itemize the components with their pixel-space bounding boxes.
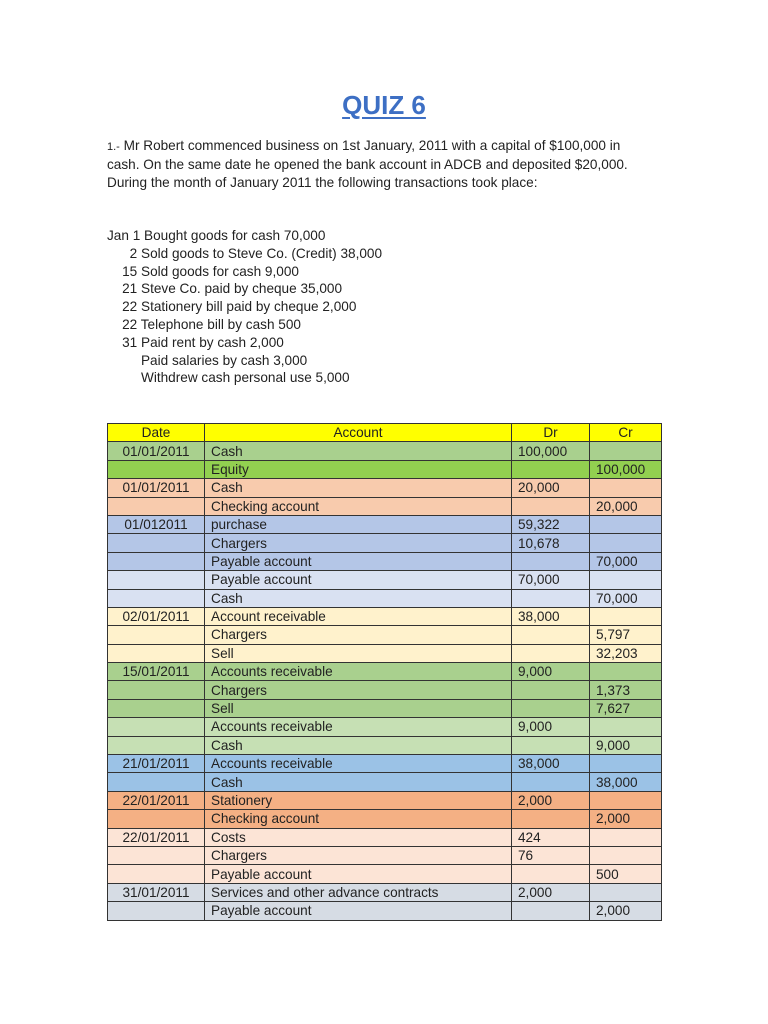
account-cell: Cash <box>205 589 512 607</box>
credit-cell <box>590 755 662 773</box>
credit-cell: 500 <box>590 865 662 883</box>
debit-cell: 424 <box>512 828 590 846</box>
date-cell: 01/01/2011 <box>108 479 205 497</box>
credit-cell: 2,000 <box>590 810 662 828</box>
account-cell: Payable account <box>205 552 512 570</box>
account-cell: Chargers <box>205 846 512 864</box>
debit-cell <box>512 626 590 644</box>
table-row <box>108 883 662 901</box>
debit-cell <box>512 810 590 828</box>
date-cell <box>108 644 205 662</box>
account-cell: Chargers <box>205 626 512 644</box>
date-cell: 01/012011 <box>108 515 205 533</box>
table-row <box>108 736 662 754</box>
question-number: 1.- <box>107 141 120 153</box>
account-cell: Equity <box>205 460 512 478</box>
date-cell <box>108 460 205 478</box>
credit-cell: 38,000 <box>590 773 662 791</box>
table-row <box>108 534 662 552</box>
credit-cell <box>590 791 662 809</box>
table-row <box>108 515 662 533</box>
table-row <box>108 755 662 773</box>
account-cell: Checking account <box>205 810 512 828</box>
table-row <box>108 589 662 607</box>
debit-cell <box>512 644 590 662</box>
problem-text: Mr Robert commenced business on 1st January, 2011 with a capital of $100,000 in cash. On the same date he opened the bank account in ADCB and deposited $20,000. During the month of January 2011 the following transactions took place: <box>107 138 628 190</box>
account-cell: Cash <box>205 773 512 791</box>
credit-cell: 32,203 <box>590 644 662 662</box>
date-cell <box>108 534 205 552</box>
table-row <box>108 810 662 828</box>
account-cell: Payable account <box>205 902 512 920</box>
table-row <box>108 644 662 662</box>
header-dr: Dr <box>512 424 590 442</box>
transaction-line: 31 Paid rent by cash 2,000 <box>107 334 284 350</box>
transaction-line: Jan 1 Bought goods for cash 70,000 <box>107 228 326 243</box>
debit-cell <box>512 589 590 607</box>
credit-cell <box>590 718 662 736</box>
credit-cell: 1,373 <box>590 681 662 699</box>
date-cell <box>108 626 205 644</box>
table-row <box>108 442 662 460</box>
debit-cell <box>512 902 590 920</box>
table-row <box>108 571 662 589</box>
table-row <box>108 846 662 864</box>
transaction-list <box>107 227 382 387</box>
date-cell: 31/01/2011 <box>108 883 205 901</box>
credit-cell: 7,627 <box>590 699 662 717</box>
date-cell <box>108 846 205 864</box>
credit-cell <box>590 607 662 625</box>
credit-cell <box>590 515 662 533</box>
debit-cell <box>512 699 590 717</box>
credit-cell: 9,000 <box>590 736 662 754</box>
debit-cell <box>512 736 590 754</box>
credit-cell <box>590 442 662 460</box>
debit-cell: 20,000 <box>512 479 590 497</box>
transaction-line: Withdrew cash personal use 5,000 <box>107 370 350 386</box>
credit-cell: 70,000 <box>590 589 662 607</box>
debit-cell <box>512 865 590 883</box>
date-cell <box>108 699 205 717</box>
table-row <box>108 497 662 515</box>
table-header-row <box>108 424 662 442</box>
credit-cell <box>590 846 662 864</box>
account-cell: Costs <box>205 828 512 846</box>
credit-cell: 100,000 <box>590 460 662 478</box>
credit-cell <box>590 571 662 589</box>
credit-cell <box>590 883 662 901</box>
credit-cell <box>590 663 662 681</box>
account-cell: purchase <box>205 515 512 533</box>
credit-cell: 70,000 <box>590 552 662 570</box>
transaction-line: 21 Steve Co. paid by cheque 35,000 <box>107 281 343 297</box>
account-cell: Account receivable <box>205 607 512 625</box>
date-cell <box>108 681 205 699</box>
debit-cell <box>512 552 590 570</box>
debit-cell: 59,322 <box>512 515 590 533</box>
date-cell: 21/01/2011 <box>108 755 205 773</box>
header-account: Account <box>205 424 512 442</box>
credit-cell <box>590 479 662 497</box>
debit-cell: 100,000 <box>512 442 590 460</box>
account-cell: Chargers <box>205 681 512 699</box>
account-cell: Accounts receivable <box>205 755 512 773</box>
debit-cell: 9,000 <box>512 718 590 736</box>
account-cell: Cash <box>205 736 512 754</box>
table-row <box>108 902 662 920</box>
debit-cell: 38,000 <box>512 607 590 625</box>
debit-cell: 2,000 <box>512 883 590 901</box>
table-row <box>108 663 662 681</box>
debit-cell: 10,678 <box>512 534 590 552</box>
table-row <box>108 718 662 736</box>
date-cell <box>108 718 205 736</box>
credit-cell: 20,000 <box>590 497 662 515</box>
debit-cell: 2,000 <box>512 791 590 809</box>
account-cell: Sell <box>205 644 512 662</box>
debit-cell: 38,000 <box>512 755 590 773</box>
table-row <box>108 607 662 625</box>
date-cell: 22/01/2011 <box>108 828 205 846</box>
table-row <box>108 626 662 644</box>
date-cell <box>108 497 205 515</box>
account-cell: Checking account <box>205 497 512 515</box>
debit-cell: 76 <box>512 846 590 864</box>
account-cell: Services and other advance contracts <box>205 883 512 901</box>
table-row <box>108 552 662 570</box>
account-cell: Payable account <box>205 571 512 589</box>
table-row <box>108 479 662 497</box>
debit-cell: 70,000 <box>512 571 590 589</box>
account-cell: Accounts receivable <box>205 718 512 736</box>
account-cell: Accounts receivable <box>205 663 512 681</box>
date-cell <box>108 902 205 920</box>
account-cell: Cash <box>205 442 512 460</box>
account-cell: Stationery <box>205 791 512 809</box>
problem-statement <box>107 137 652 192</box>
transaction-line: 22 Telephone bill by cash 500 <box>107 316 301 332</box>
date-cell <box>108 589 205 607</box>
debit-cell <box>512 681 590 699</box>
date-cell <box>108 736 205 754</box>
date-cell <box>108 773 205 791</box>
table-row <box>108 460 662 478</box>
date-cell: 01/01/2011 <box>108 442 205 460</box>
table-row <box>108 773 662 791</box>
table-row <box>108 699 662 717</box>
table-row <box>108 791 662 809</box>
account-cell: Payable account <box>205 865 512 883</box>
transaction-line: 2 Sold goods to Steve Co. (Credit) 38,000 <box>107 245 383 261</box>
account-cell: Sell <box>205 699 512 717</box>
debit-cell <box>512 773 590 791</box>
date-cell: 15/01/2011 <box>108 663 205 681</box>
date-cell <box>108 552 205 570</box>
account-cell: Chargers <box>205 534 512 552</box>
header-cr: Cr <box>590 424 662 442</box>
transaction-line: Paid salaries by cash 3,000 <box>107 352 308 368</box>
debit-cell <box>512 497 590 515</box>
transaction-line: 15 Sold goods for cash 9,000 <box>107 263 299 279</box>
page-title: QUIZ 6 <box>342 90 426 120</box>
date-cell: 22/01/2011 <box>108 791 205 809</box>
table-row <box>108 681 662 699</box>
credit-cell <box>590 534 662 552</box>
header-date: Date <box>108 424 205 442</box>
debit-cell: 9,000 <box>512 663 590 681</box>
table-row <box>108 865 662 883</box>
table-row <box>108 828 662 846</box>
transaction-line: 22 Stationery bill paid by cheque 2,000 <box>107 299 357 315</box>
date-cell: 02/01/2011 <box>108 607 205 625</box>
credit-cell: 5,797 <box>590 626 662 644</box>
credit-cell <box>590 828 662 846</box>
account-cell: Cash <box>205 479 512 497</box>
date-cell <box>108 810 205 828</box>
journal-table <box>107 423 662 921</box>
credit-cell: 2,000 <box>590 902 662 920</box>
debit-cell <box>512 460 590 478</box>
date-cell <box>108 571 205 589</box>
date-cell <box>108 865 205 883</box>
